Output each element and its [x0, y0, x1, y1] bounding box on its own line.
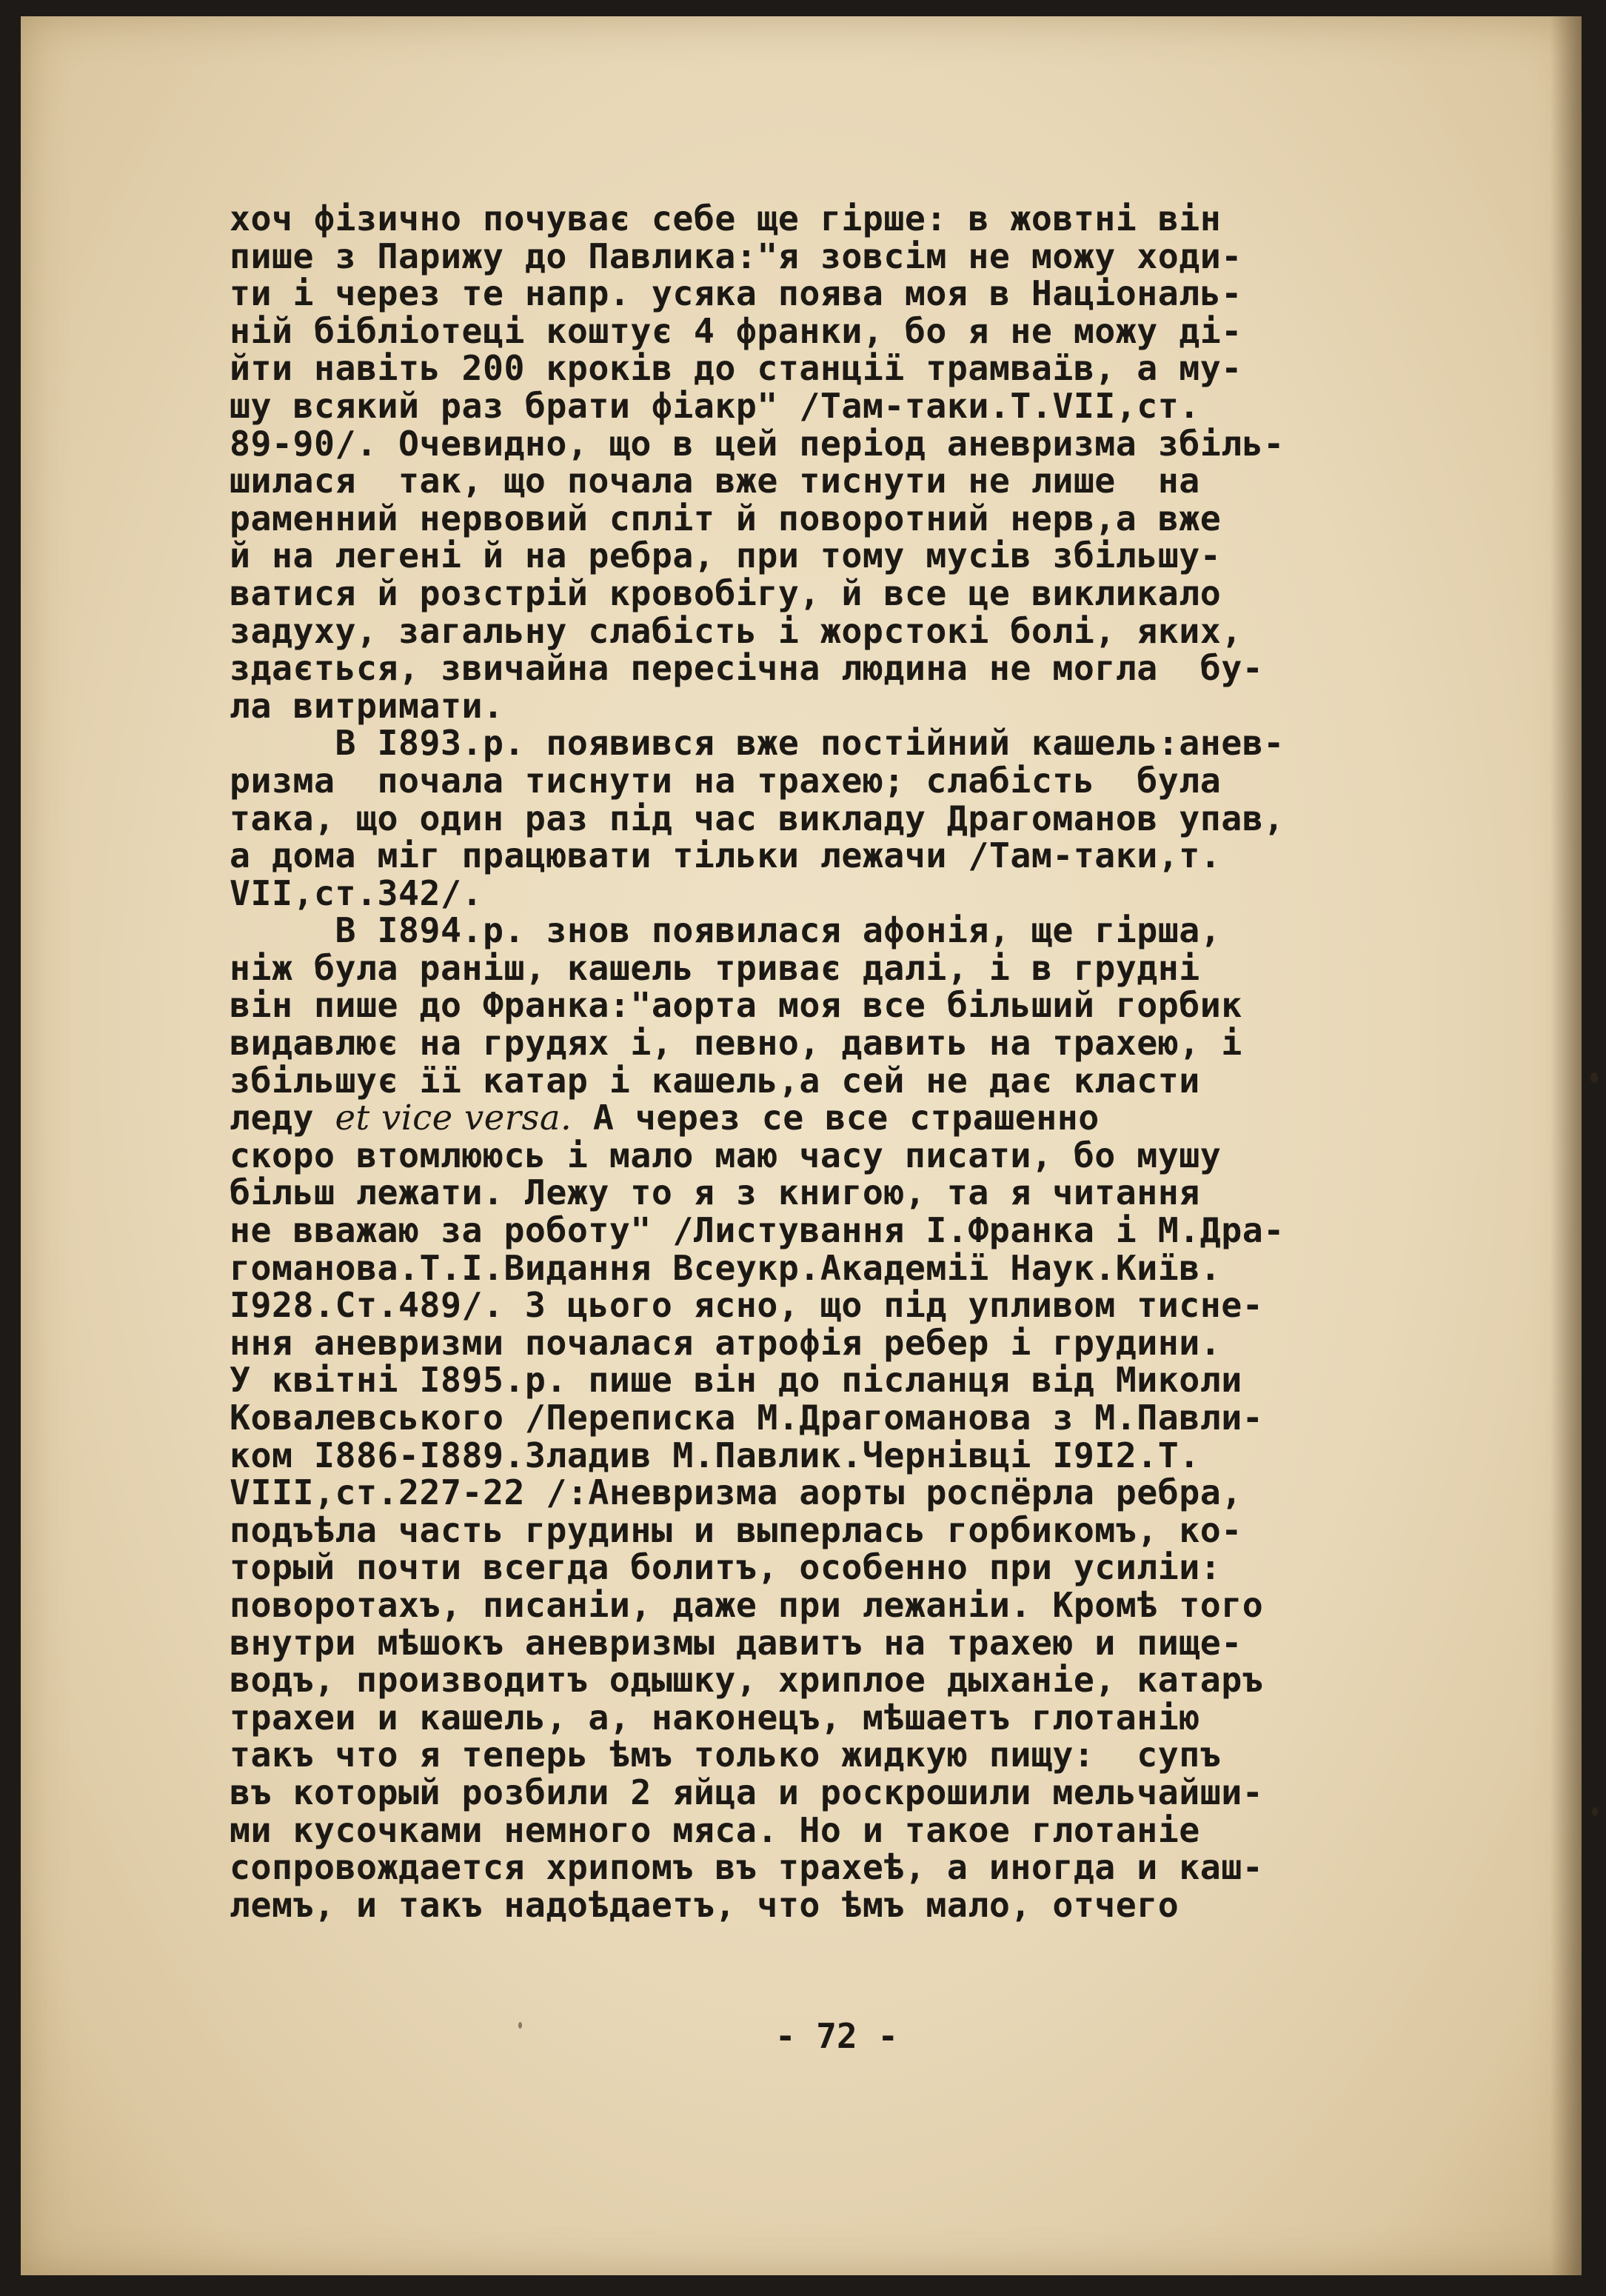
text-line: ніж була раніш, кашель триває далі, і в грудні: [230, 947, 1200, 988]
text-line: ми кусочками немного мяса. Но и такое глотаніе: [230, 1809, 1200, 1850]
text-line: сопровождается хрипомъ въ трахеѣ, а иногда и каш-: [230, 1847, 1264, 1888]
text-line: VII,ст.342/.: [230, 872, 483, 913]
paragraph-start: В І894.р. знов появилася афонія, ще гірша,: [230, 910, 1222, 951]
text-line: ній бібліотеці коштує 4 франки, бо я не можу ді-: [230, 310, 1242, 351]
text-line: внутри мѣшокъ аневризмы давитъ на трахею и пище-: [230, 1622, 1242, 1663]
text-line: Ковалевського /Переписка М.Драгоманова з М.Павли-: [230, 1398, 1264, 1438]
text-line: йти навіть 200 кроків до станції трамваїв, а му-: [230, 348, 1242, 389]
text-line: шилася так, що почала вже тиснути не лише на: [230, 461, 1200, 501]
body-text: [230, 200, 1473, 1923]
text-line: здається, звичайна пересічна людина не могла бу-: [230, 648, 1264, 689]
text-line: пише з Парижу до Павлика:"я зовсім не можу ходи-: [230, 236, 1242, 276]
page-spine-shadow: [1550, 16, 1582, 2275]
text-line: ризма почала тиснути на трахею; слабість була: [230, 760, 1222, 801]
text-line: не вважаю за роботу" /Листування І.Франка і М.Дра-: [230, 1210, 1285, 1251]
page-number: - 72 -: [774, 2016, 899, 2056]
text-line: ти і через те напр. усяка поява моя в Національ-: [230, 273, 1242, 314]
text-line: скоро втомлююсь і мало маю часу писати, бо мушу: [230, 1135, 1222, 1175]
text-line: водъ, производитъ одышку, хриплое дыханіе, катаръ: [230, 1660, 1264, 1701]
text-line: хоч фізично почуває себе ще гірше: в жовтні він: [230, 198, 1222, 238]
text-line: він пише до Франка:"аорта моя все більший горбик: [230, 985, 1242, 1026]
text-line: ння аневризми почалася атрофія ребер і грудини.: [230, 1322, 1222, 1363]
text-line-with-italic: [230, 1099, 1473, 1137]
text-line: збільшує її катар і кашель,а сей не дає класти: [230, 1060, 1200, 1101]
text-line: такъ что я теперь ѣмъ только жидкую пищу: супъ: [230, 1735, 1222, 1775]
text-line: торый почти всегда болитъ, особенно при усиліи:: [230, 1547, 1222, 1588]
text-line: У квітні І895.р. пише він до післанця від Миколи: [230, 1360, 1242, 1401]
text-line: задуху, загальну слабість і жорстокі болі, яких,: [230, 610, 1242, 651]
text-line: ла витримати.: [230, 685, 504, 726]
text-line: VIII,ст.227-22 /:Аневризма аорты роспёрла ребра,: [230, 1472, 1242, 1513]
text-line: ватися й розстрій кровобігу, й все це викликало: [230, 573, 1222, 613]
text-fragment: А через се все страшенно: [572, 1098, 1100, 1138]
text-line: й на легені й на ребра, при тому мусів збільшу-: [230, 535, 1222, 576]
text-line: трахеи и кашель, а, наконецъ, мѣшаетъ глотанію: [230, 1697, 1200, 1738]
text-line: лемъ, и такъ надоѣдаетъ, что ѣмъ мало, отчего: [230, 1884, 1180, 1925]
text-line: І928.Ст.489/. З цього ясно, що під упливом тисне-: [230, 1285, 1264, 1326]
ink-spot: [518, 2022, 522, 2029]
paragraph-start: В І893.р. появився вже постійний кашель:анев-: [230, 723, 1285, 764]
text-line: шу всякий раз брати фіакр" /Там-таки.Т.VII,ст.: [230, 385, 1200, 426]
text-line: ком І886-І889.Зладив М.Павлик.Чернівці І9І2.Т.: [230, 1435, 1200, 1475]
ink-spot: [1592, 1807, 1598, 1816]
text-line: раменний нервовий спліт й поворотний нерв,а вже: [230, 498, 1222, 538]
text-line: гоманова.Т.І.Видання Всеукр.Академії Наук.Київ.: [230, 1247, 1222, 1288]
text-line: въ который розбили 2 яйца и роскрошили мельчайши-: [230, 1772, 1264, 1812]
text-line: 89-90/. Очевидно, що в цей період аневризма збіль-: [230, 423, 1285, 464]
text-line: подъѣла часть грудины и выперлась горбикомъ, ко-: [230, 1509, 1242, 1550]
ink-spot: [1590, 1072, 1598, 1083]
text-line: а дома міг працювати тільки лежачи /Там-таки,т.: [230, 835, 1222, 876]
italic-phrase: et vice versa.: [335, 1098, 572, 1138]
text-line: видавлює на грудях і, певно, давить на трахею, і: [230, 1023, 1242, 1064]
text-fragment: леду: [230, 1098, 314, 1138]
text-line: така, що один раз під час викладу Драгоманов упав,: [230, 798, 1285, 838]
text-line: більш лежати. Лежу то я з книгою, та я читання: [230, 1172, 1200, 1213]
text-line: поворотахъ, писаніи, даже при лежаніи. Кромѣ того: [230, 1584, 1264, 1625]
